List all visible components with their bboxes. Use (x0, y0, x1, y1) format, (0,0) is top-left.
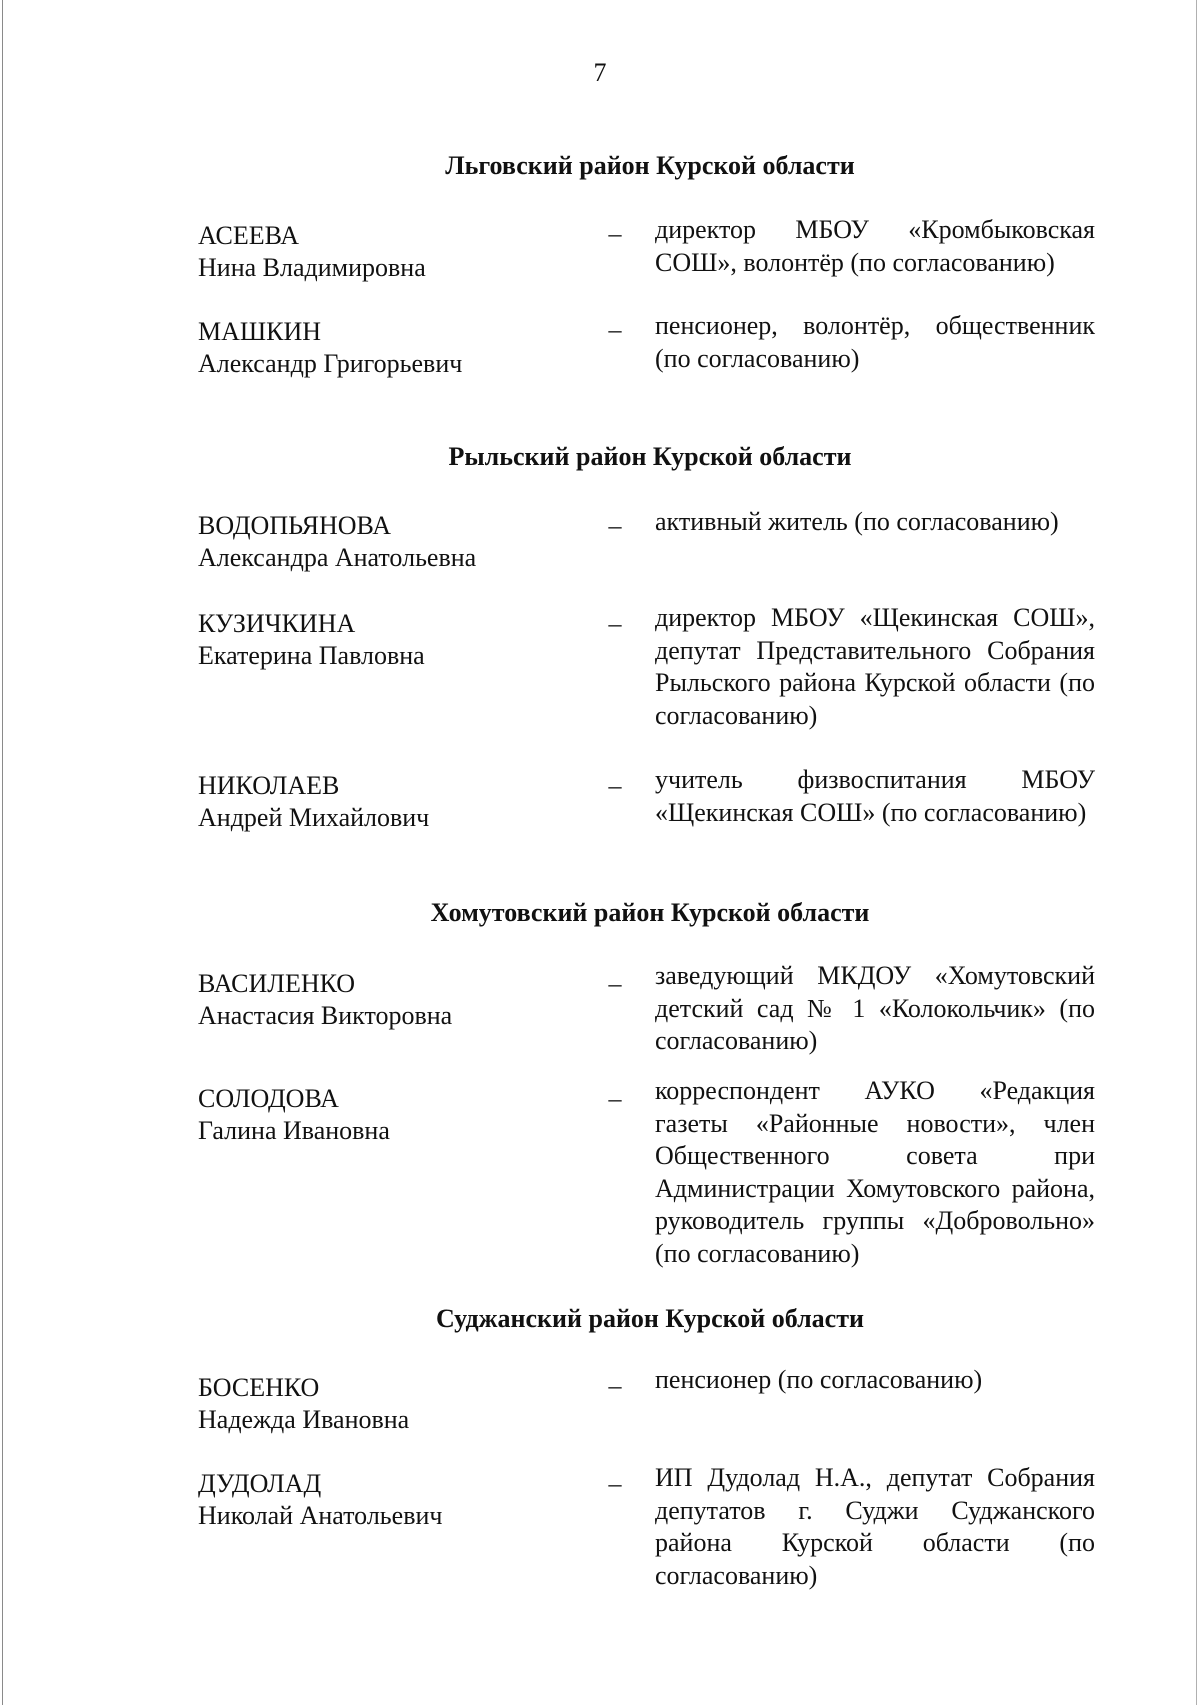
member-name (198, 220, 578, 284)
member-surname: ВАСИЛЕНКО (198, 969, 356, 998)
member-surname: АСЕЕВА (198, 221, 300, 250)
member-given-names: Александр Григорьевич (198, 349, 463, 378)
member-surname: ВОДОПЬЯНОВА (198, 511, 392, 540)
section-heading: Хомутовский район Курской области (430, 898, 870, 927)
separator-dash: – (608, 969, 622, 998)
member-name (198, 1468, 578, 1532)
separator-dash: – (608, 511, 622, 540)
member-role: директор МБОУ «Кромбыковская СОШ», волонтёр (по согласованию) (655, 215, 1095, 277)
member-surname: НИКОЛАЕВ (198, 771, 340, 800)
scan-edge-right (1196, 0, 1197, 1705)
member-name (198, 770, 578, 834)
separator-dash: – (608, 315, 622, 344)
separator-dash: – (608, 609, 622, 638)
separator-dash: – (608, 1469, 622, 1498)
member-role: ИП Дудолад Н.А., депутат Собрания депутатов г. Суджи Суджанского района Курской области (по согласованию) (655, 1463, 1095, 1590)
member-given-names: Галина Ивановна (198, 1116, 390, 1145)
member-given-names: Александра Анатольевна (198, 543, 477, 572)
member-role: учитель физвоспитания МБОУ «Щекинская СОШ» (по согласованию) (655, 765, 1095, 827)
separator-dash: – (608, 1084, 622, 1113)
member-given-names: Нина Владимировна (198, 253, 426, 282)
member-surname: КУЗИЧКИНА (198, 609, 356, 638)
member-given-names: Николай Анатольевич (198, 1501, 443, 1530)
member-role: активный житель (по согласованию) (655, 507, 1059, 536)
separator-dash: – (608, 1371, 622, 1400)
member-name (198, 1083, 578, 1147)
member-surname: БОСЕНКО (198, 1373, 320, 1402)
member-given-names: Анастасия Викторовна (198, 1001, 453, 1030)
member-surname: ДУДОЛАД (198, 1469, 322, 1498)
section-heading: Суджанский район Курской области (436, 1304, 864, 1333)
member-given-names: Андрей Михайлович (198, 803, 430, 832)
member-role: корреспондент АУКО «Редакция газеты «Районные новости», член Общественного совета при Администрации Хомутовского района, руководитель группы «Добровольно» (по согласованию) (655, 1076, 1095, 1268)
separator-dash: – (608, 219, 622, 248)
member-role: пенсионер (по согласованию) (655, 1365, 983, 1394)
member-name (198, 608, 578, 672)
member-given-names: Надежда Ивановна (198, 1405, 410, 1434)
member-name (198, 316, 578, 380)
member-name (198, 968, 578, 1032)
page-number: 7 (593, 58, 607, 87)
member-surname: СОЛОДОВА (198, 1084, 339, 1113)
separator-dash: – (608, 771, 622, 800)
member-name (198, 1372, 578, 1436)
member-role: заведующий МКДОУ «Хомутовский детский сад № 1 «Колокольчик» (по согласованию) (655, 961, 1095, 1055)
scan-edge-left (2, 0, 3, 1705)
section-heading: Рыльский район Курской области (448, 442, 852, 471)
member-surname: МАШКИН (198, 317, 322, 346)
member-name (198, 510, 578, 574)
member-role: директор МБОУ «Щекинская СОШ», депутат Представительного Собрания Рыльского района Курской области (по согласованию) (655, 603, 1095, 730)
member-role: пенсионер, волонтёр, общественник (по согласованию) (655, 311, 1095, 373)
member-given-names: Екатерина Павловна (198, 641, 425, 670)
section-heading: Льговский район Курской области (445, 151, 855, 180)
